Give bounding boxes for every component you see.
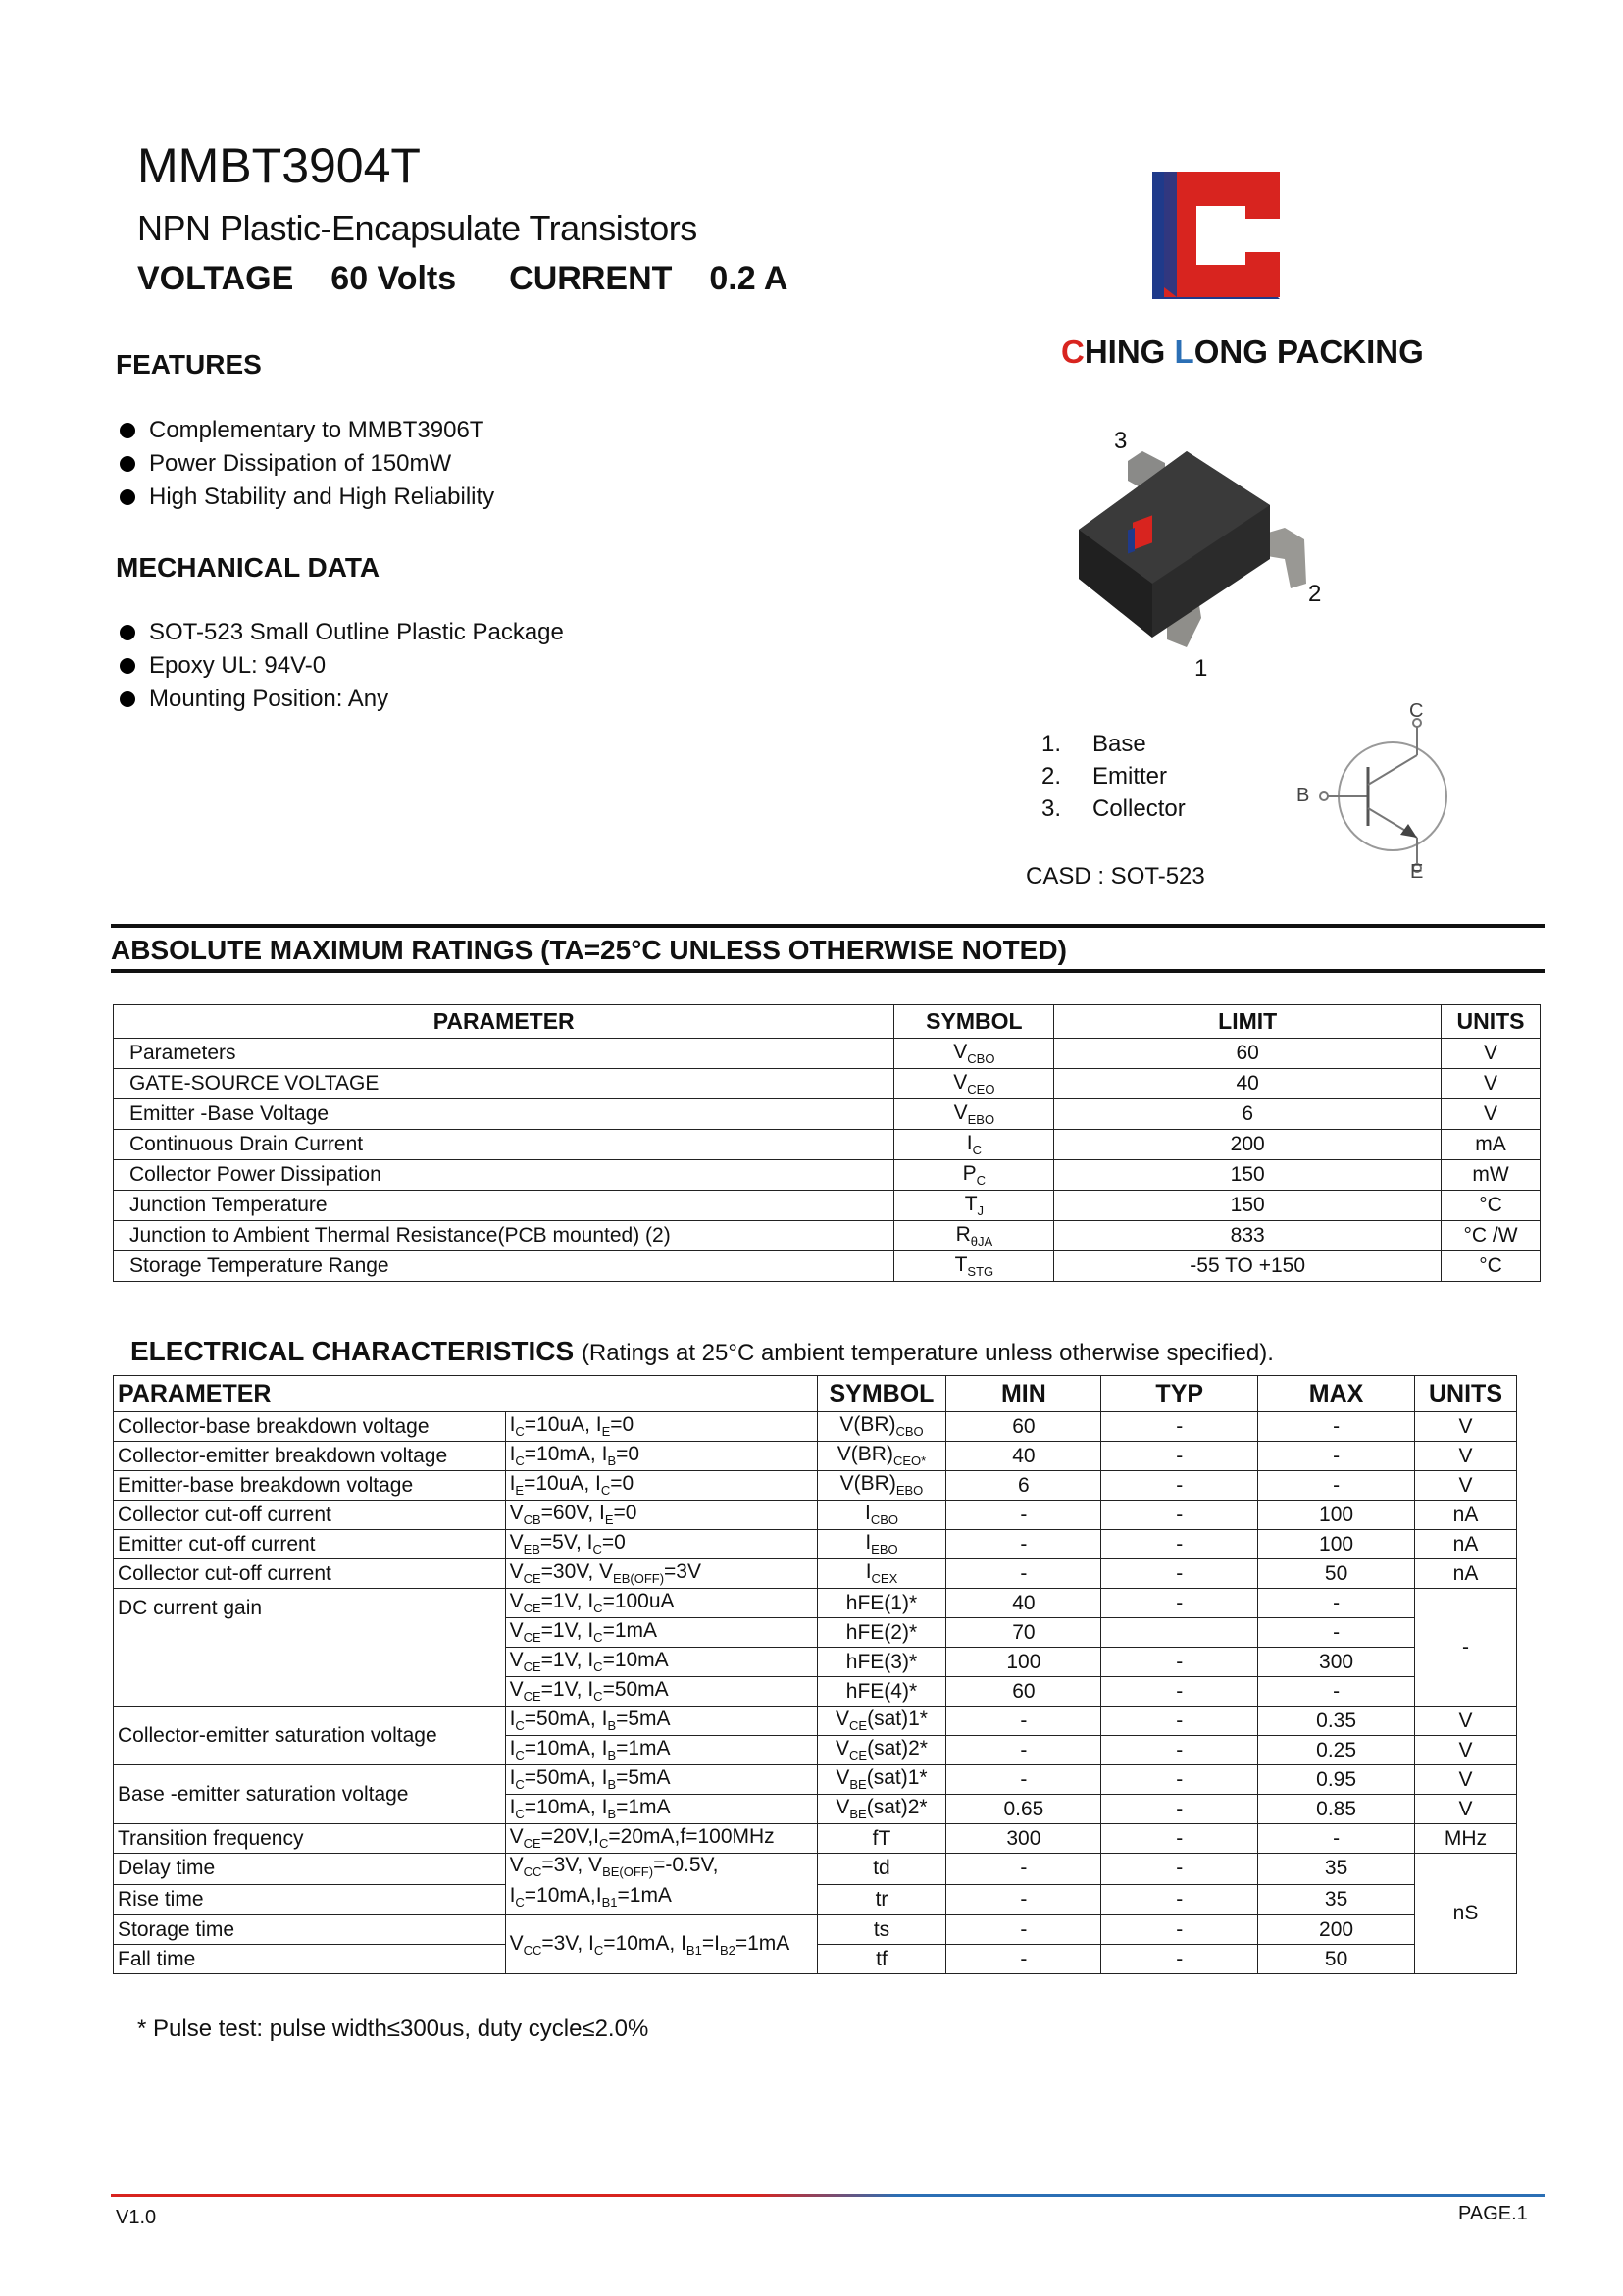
table-header-row: [114, 1376, 1517, 1412]
min-cell: 70: [946, 1618, 1101, 1648]
symbol-cell: $V_{CEO}$: [894, 1069, 1054, 1099]
unit-cell: °C: [1442, 1191, 1541, 1221]
unit-cell: V: [1415, 1707, 1517, 1736]
table-header-row: [114, 1005, 1541, 1039]
limit-cell: 150: [1054, 1160, 1442, 1191]
symbol-cell: $I_{EBO}$: [817, 1530, 946, 1559]
unit-cell: V: [1415, 1412, 1517, 1442]
max-cell: 0.35: [1258, 1707, 1415, 1736]
condition-cell: $V_{CE}=30V$, $V_{EB(OFF)}=3V$: [505, 1559, 817, 1589]
symbol-cell: $V_{EBO}$: [894, 1099, 1054, 1130]
part-number-title: MMBT3904T: [137, 138, 421, 193]
min-cell: 0.65: [946, 1795, 1101, 1824]
table-row: [114, 1251, 1541, 1282]
symbol-cell: $V(BR)_{CBO}$: [817, 1412, 946, 1442]
bullet-icon: [120, 691, 135, 707]
column-header: MAX: [1258, 1376, 1415, 1412]
unit-cell: V: [1415, 1795, 1517, 1824]
bullet-icon: [120, 423, 135, 438]
max-cell: 300: [1258, 1648, 1415, 1677]
limit-cell: 40: [1054, 1069, 1442, 1099]
typ-cell: -: [1101, 1589, 1258, 1618]
unit-cell: V: [1415, 1442, 1517, 1471]
typ-cell: -: [1101, 1884, 1258, 1915]
max-cell: 35: [1258, 1884, 1415, 1915]
condition-cell: $V_{CC}=3V$, $I_C=10mA$, $I_{B1}=I_{B2}=1mA$: [505, 1915, 817, 1974]
list-item: Complementary to MMBT3906T: [120, 414, 494, 447]
table-row: [114, 1854, 1517, 1885]
bullet-icon: [120, 658, 135, 674]
unit-cell: nA: [1415, 1501, 1517, 1530]
symbol-cell: $I_{CBO}$: [817, 1501, 946, 1530]
param-cell: Fall time: [114, 1945, 506, 1974]
symbol-cell: tr: [817, 1884, 946, 1915]
unit-cell: nS: [1415, 1854, 1517, 1974]
unit-cell: V: [1415, 1736, 1517, 1765]
unit-cell: nA: [1415, 1530, 1517, 1559]
table-row: [114, 1824, 1517, 1854]
limit-cell: 150: [1054, 1191, 1442, 1221]
unit-cell: V: [1415, 1471, 1517, 1501]
symbol-cell: fT: [817, 1824, 946, 1854]
limit-cell: 833: [1054, 1221, 1442, 1251]
table-row: [114, 1160, 1541, 1191]
column-header: UNITS: [1442, 1005, 1541, 1039]
max-cell: -: [1258, 1589, 1415, 1618]
limit-cell: 6: [1054, 1099, 1442, 1130]
voltage-label: VOLTAGE: [137, 260, 294, 297]
list-item: Power Dissipation of 150mW: [120, 447, 494, 481]
param-cell: Storage Temperature Range: [114, 1251, 894, 1282]
symbol-b-label: B: [1296, 785, 1310, 806]
table-row: [114, 1559, 1517, 1589]
current-label: CURRENT: [509, 260, 673, 297]
symbol-cell: $V_{CE}(sat)1*$: [817, 1707, 946, 1736]
symbol-cell: ts: [817, 1915, 946, 1945]
min-cell: -: [946, 1501, 1101, 1530]
column-header: TYP: [1101, 1376, 1258, 1412]
table-row: [114, 1915, 1517, 1945]
typ-cell: -: [1101, 1795, 1258, 1824]
table-row: [114, 1130, 1541, 1160]
column-header: PARAMETER: [114, 1005, 894, 1039]
unit-cell: °C /W: [1442, 1221, 1541, 1251]
max-cell: 100: [1258, 1530, 1415, 1559]
typ-cell: -: [1101, 1915, 1258, 1945]
unit-cell: mA: [1442, 1130, 1541, 1160]
condition-cell: $I_C=10mA$, $I_B=1mA$: [505, 1795, 817, 1824]
max-cell: 100: [1258, 1501, 1415, 1530]
part-subtitle: NPN Plastic-Encapsulate Transistors: [137, 208, 697, 248]
absolute-max-ratings-table: [113, 1004, 1541, 1282]
symbol-c-label: C: [1409, 700, 1424, 722]
symbol-cell: hFE(4)*: [817, 1677, 946, 1707]
section-divider-bottom: [111, 969, 1545, 973]
condition-cell: $I_C=50mA$, $I_B=5mA$: [505, 1765, 817, 1795]
param-cell: Emitter -Base Voltage: [114, 1099, 894, 1130]
typ-cell: -: [1101, 1707, 1258, 1736]
param-cell: Base -emitter saturation voltage: [114, 1765, 506, 1824]
min-cell: -: [946, 1854, 1101, 1885]
param-cell: Collector-emitter breakdown voltage: [114, 1442, 506, 1471]
table-row: [114, 1501, 1517, 1530]
list-item: 3. Collector: [1041, 795, 1186, 822]
min-cell: 60: [946, 1412, 1101, 1442]
pulse-test-note: * Pulse test: pulse width≤300us, duty cycle≤2.0%: [137, 2015, 649, 2042]
unit-cell: MHz: [1415, 1824, 1517, 1854]
page-number: PAGE.1: [1458, 2203, 1528, 2224]
condition-cell: $I_C=10mA$, $I_B=1mA$: [505, 1736, 817, 1765]
limit-cell: 200: [1054, 1130, 1442, 1160]
features-heading: FEATURES: [116, 349, 262, 380]
list-item: Mounting Position: Any: [120, 683, 564, 716]
pin-1-label: 1: [1194, 655, 1208, 682]
min-cell: 60: [946, 1677, 1101, 1707]
amr-heading: ABSOLUTE MAXIMUM RATINGS (TA=25°C UNLESS OTHERWISE NOTED): [111, 935, 1067, 965]
max-cell: 50: [1258, 1945, 1415, 1974]
condition-cell: $V_{CB}=60V$, $I_E=0$: [505, 1501, 817, 1530]
table-row: [114, 1589, 1517, 1618]
min-cell: 100: [946, 1648, 1101, 1677]
min-cell: -: [946, 1707, 1101, 1736]
bullet-icon: [120, 489, 135, 505]
bullet-icon: [120, 456, 135, 472]
param-cell: Emitter-base breakdown voltage: [114, 1471, 506, 1501]
condition-cell: $I_C=10uA$, $I_E=0$: [505, 1412, 817, 1442]
symbol-cell: tf: [817, 1945, 946, 1974]
min-cell: 300: [946, 1824, 1101, 1854]
condition-cell: $V_{CE}=1V$, $I_C=50mA$: [505, 1677, 817, 1707]
max-cell: -: [1258, 1824, 1415, 1854]
limit-cell: 60: [1054, 1039, 1442, 1069]
param-cell: Collector Power Dissipation: [114, 1160, 894, 1191]
typ-cell: -: [1101, 1765, 1258, 1795]
section-divider-top: [111, 924, 1545, 928]
mechanical-list: [120, 616, 564, 716]
condition-cell: $V_{CE}=1V$, $I_C=1mA$: [505, 1618, 817, 1648]
max-cell: 0.25: [1258, 1736, 1415, 1765]
unit-cell: nA: [1415, 1559, 1517, 1589]
min-cell: 40: [946, 1589, 1101, 1618]
column-header: UNITS: [1415, 1376, 1517, 1412]
max-cell: 0.85: [1258, 1795, 1415, 1824]
param-cell: Emitter cut-off current: [114, 1530, 506, 1559]
condition-cell: $V_{CC}=3V$, $V_{BE(OFF)}=-0.5V$, $I_C=10mA,I_{B1}=1mA$: [505, 1854, 817, 1915]
min-cell: -: [946, 1945, 1101, 1974]
typ-cell: -: [1101, 1471, 1258, 1501]
table-row: [114, 1442, 1517, 1471]
typ-cell: -: [1101, 1854, 1258, 1885]
sot523-package-illustration: [1059, 412, 1353, 687]
symbol-cell: $V_{CE}(sat)2*$: [817, 1736, 946, 1765]
electrical-heading: ELECTRICAL CHARACTERISTICS (Ratings at 25°C ambient temperature unless otherwise specified).: [130, 1336, 1274, 1366]
symbol-cell: hFE(2)*: [817, 1618, 946, 1648]
typ-cell: -: [1101, 1677, 1258, 1707]
list-item: SOT-523 Small Outline Plastic Package: [120, 616, 564, 649]
min-cell: -: [946, 1915, 1101, 1945]
unit-cell: V: [1442, 1069, 1541, 1099]
param-cell: Collector cut-off current: [114, 1501, 506, 1530]
limit-cell: -55 TO +150: [1054, 1251, 1442, 1282]
npn-transistor-symbol-icon: [1294, 706, 1461, 888]
pin-2-label: 2: [1308, 581, 1322, 607]
typ-cell: -: [1101, 1559, 1258, 1589]
param-cell: Storage time: [114, 1915, 506, 1945]
pin-3-label: 3: [1114, 428, 1128, 454]
symbol-cell: $V_{BE}(sat)1*$: [817, 1765, 946, 1795]
max-cell: -: [1258, 1442, 1415, 1471]
unit-cell: -: [1415, 1589, 1517, 1707]
list-item: High Stability and High Reliability: [120, 481, 494, 514]
features-list: [120, 414, 494, 514]
unit-cell: V: [1442, 1099, 1541, 1130]
max-cell: -: [1258, 1677, 1415, 1707]
table-row: [114, 1099, 1541, 1130]
typ-cell: [1101, 1618, 1258, 1648]
max-cell: 200: [1258, 1915, 1415, 1945]
param-cell: Delay time: [114, 1854, 506, 1885]
symbol-cell: $V(BR)_{EBO}$: [817, 1471, 946, 1501]
param-cell: Junction Temperature: [114, 1191, 894, 1221]
table-row: [114, 1039, 1541, 1069]
max-cell: -: [1258, 1618, 1415, 1648]
column-header: LIMIT: [1054, 1005, 1442, 1039]
typ-cell: -: [1101, 1412, 1258, 1442]
condition-cell: $V_{CE}=20V,I_C=20mA,f=100MHz$: [505, 1824, 817, 1854]
voltage-value: 60 Volts: [330, 260, 457, 297]
table-row: [114, 1707, 1517, 1736]
param-cell: Junction to Ambient Thermal Resistance(PCB mounted) (2): [114, 1221, 894, 1251]
voltage-current-line: [137, 260, 825, 298]
min-cell: 40: [946, 1442, 1101, 1471]
symbol-cell: $V_{BE}(sat)2*$: [817, 1795, 946, 1824]
max-cell: 0.95: [1258, 1765, 1415, 1795]
min-cell: -: [946, 1765, 1101, 1795]
param-cell: Collector-emitter saturation voltage: [114, 1707, 506, 1765]
max-cell: 35: [1258, 1854, 1415, 1885]
unit-cell: °C: [1442, 1251, 1541, 1282]
typ-cell: -: [1101, 1530, 1258, 1559]
typ-cell: -: [1101, 1442, 1258, 1471]
footer-rule: [111, 2193, 1545, 2199]
list-item: 2. Emitter: [1041, 763, 1168, 790]
table-row: [114, 1191, 1541, 1221]
symbol-cell: $P_C$: [894, 1160, 1054, 1191]
typ-cell: -: [1101, 1648, 1258, 1677]
symbol-cell: td: [817, 1854, 946, 1885]
unit-cell: V: [1442, 1039, 1541, 1069]
symbol-cell: $T_{STG}$: [894, 1251, 1054, 1282]
condition-cell: $V_{CE}=1V$, $I_C=10mA$: [505, 1648, 817, 1677]
mechanical-heading: MECHANICAL DATA: [116, 552, 380, 583]
version-label: V1.0: [116, 2207, 157, 2228]
column-header: SYMBOL: [894, 1005, 1054, 1039]
min-cell: 6: [946, 1471, 1101, 1501]
table-row: [114, 1412, 1517, 1442]
max-cell: -: [1258, 1412, 1415, 1442]
electrical-characteristics-table: [113, 1375, 1517, 1974]
symbol-cell: $I_{CEX}$: [817, 1559, 946, 1589]
table-row: [114, 1530, 1517, 1559]
param-cell: Transition frequency: [114, 1824, 506, 1854]
current-value: 0.2 A: [709, 260, 788, 297]
list-item: 1. Base: [1041, 731, 1146, 757]
symbol-e-label: E: [1410, 861, 1424, 883]
param-cell: GATE-SOURCE VOLTAGE: [114, 1069, 894, 1099]
column-header: PARAMETER: [114, 1376, 818, 1412]
symbol-cell: hFE(3)*: [817, 1648, 946, 1677]
param-cell: Collector-base breakdown voltage: [114, 1412, 506, 1442]
pin-list: [1041, 728, 1186, 825]
table-row: [114, 1069, 1541, 1099]
symbol-cell: $V_{CBO}$: [894, 1039, 1054, 1069]
param-cell: DC current gain: [114, 1589, 506, 1707]
symbol-cell: $I_C$: [894, 1130, 1054, 1160]
table-row: [114, 1471, 1517, 1501]
min-cell: -: [946, 1884, 1101, 1915]
condition-cell: $V_{EB}=5V$, $I_C=0$: [505, 1530, 817, 1559]
symbol-cell: hFE(1)*: [817, 1589, 946, 1618]
brand-name: CHING LONG PACKING: [1061, 333, 1424, 370]
column-header: SYMBOL: [817, 1376, 946, 1412]
param-cell: Rise time: [114, 1884, 506, 1915]
symbol-cell: $V(BR)_{CEO*}$: [817, 1442, 946, 1471]
symbol-cell: $R_{\theta JA}$: [894, 1221, 1054, 1251]
min-cell: -: [946, 1530, 1101, 1559]
table-row: [114, 1765, 1517, 1795]
table-row: [114, 1221, 1541, 1251]
param-cell: Parameters: [114, 1039, 894, 1069]
typ-cell: -: [1101, 1945, 1258, 1974]
min-cell: -: [946, 1736, 1101, 1765]
typ-cell: -: [1101, 1824, 1258, 1854]
condition-cell: $I_E=10uA$, $I_C=0$: [505, 1471, 817, 1501]
company-logo: [1152, 172, 1280, 299]
bullet-icon: [120, 625, 135, 640]
case-designation: CASD : SOT-523: [1026, 863, 1205, 890]
unit-cell: mW: [1442, 1160, 1541, 1191]
typ-cell: -: [1101, 1736, 1258, 1765]
min-cell: -: [946, 1559, 1101, 1589]
list-item: Epoxy UL: 94V-0: [120, 649, 564, 683]
unit-cell: V: [1415, 1765, 1517, 1795]
column-header: MIN: [946, 1376, 1101, 1412]
max-cell: 50: [1258, 1559, 1415, 1589]
symbol-cell: $T_J$: [894, 1191, 1054, 1221]
param-cell: Continuous Drain Current: [114, 1130, 894, 1160]
condition-cell: $I_C=10mA$, $I_B=0$: [505, 1442, 817, 1471]
param-cell: Collector cut-off current: [114, 1559, 506, 1589]
max-cell: -: [1258, 1471, 1415, 1501]
condition-cell: $V_{CE}=1V$, $I_C=100uA$: [505, 1589, 817, 1618]
condition-cell: $I_C=50mA$, $I_B=5mA$: [505, 1707, 817, 1736]
typ-cell: -: [1101, 1501, 1258, 1530]
